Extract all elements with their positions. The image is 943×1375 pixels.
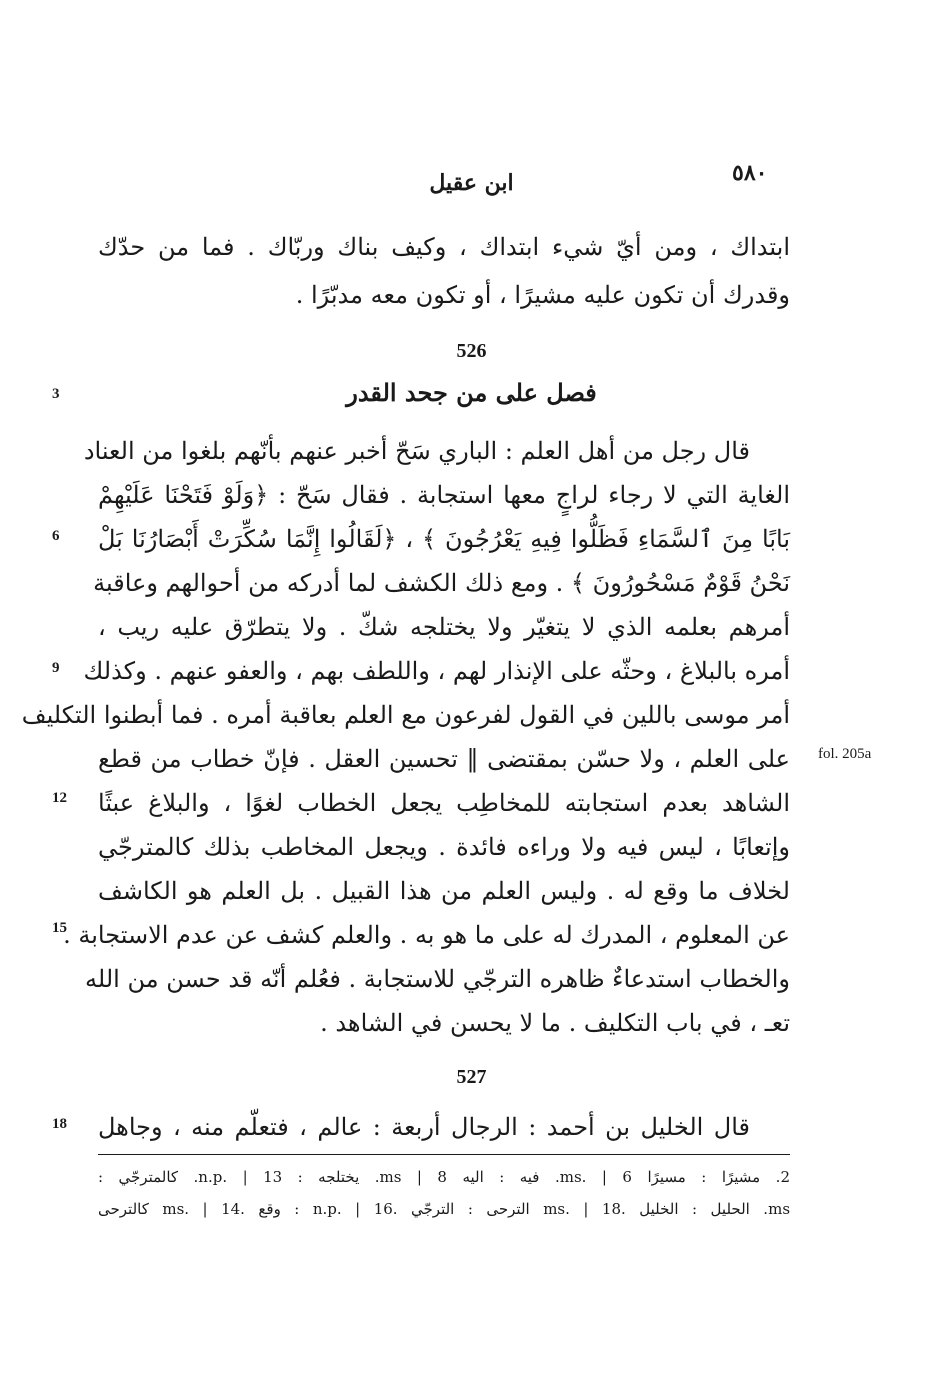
line-number: 18 xyxy=(52,1116,67,1132)
text-line: أمره بالبلاغ ، وحثّه على الإنذار لهم ، واللطف بهم ، والعفو عنهم . وكذلك xyxy=(83,657,790,685)
text-line: الغاية التي لا رجاء لراجٍ معها استجابة . فقال سَحّ : ﴿وَلَوْ فَتَحْنَا عَلَيْهِمْ xyxy=(98,481,790,509)
text-line: لخلاف ما وقع له . وليس العلم من هذا القبيل . بل العلم هو الكاشف xyxy=(98,877,790,905)
text-line: وقدرك أن تكون عليه مشيرًا ، أو تكون معه مدبّرًا . xyxy=(295,281,790,309)
text-line: عن المعلوم ، المدرك له على ما هو به . والعلم كشف عن عدم الاستجابة . xyxy=(63,921,790,949)
section-title: فصل على من جحد القدر xyxy=(346,378,597,407)
text-line: نَحْنُ قَوْمٌ مَسْحُورُونَ ﴾ . ومع ذلك الكشف لما أدركه من أحوالهم وعاقبة xyxy=(93,569,790,597)
text-line: والخطاب استدعاءٌ ظاهره الترجّي للاستجابة . فعُلم أنّه قد حسن من الله xyxy=(85,965,790,993)
text-line: بَابًا مِنَ ٱلسَّمَاءِ فَظَلُّوا فِيهِ يَعْرُجُونَ ﴾ ، ﴿لَقَالُوا إِنَّمَا سُكِّرَتْ أَبْصَارُنَا بَلْ xyxy=(98,525,790,553)
text-line: قال رجل من أهل العلم : الباري سَحّ أخبر عنهم بأنّهم بلغوا من العناد xyxy=(83,437,750,465)
text-line: أمر موسى باللين في القول لفرعون مع العلم بعاقبة أمره . فما أبطنوا التكليف xyxy=(21,701,790,729)
text-line: تعـ ، في باب التكليف . ما لا يحسن في الشاهد . xyxy=(320,1009,790,1037)
line-number: 15 xyxy=(52,920,67,936)
text-line: قال الخليل بن أحمد : الرجال أربعة : عالم ، فتعلّم منه ، وجاهل xyxy=(98,1113,750,1141)
page-number: ٥٨٠ xyxy=(732,160,768,186)
section-number: 527 xyxy=(456,1066,487,1088)
line-number: 12 xyxy=(52,790,67,806)
section-number: 526 xyxy=(456,340,487,362)
text-line: وإتعابًا ، ليس فيه ولا وراءه فائدة . ويجعل المخاطب بذلك كالمترجّي xyxy=(98,833,790,861)
line-number: 6 xyxy=(52,528,60,544)
text-line: أمرهم بعلمه الذي لا يتغيّر ولا يختلجه شكّ . ولا يتطرّق عليه ريب ، xyxy=(98,613,790,641)
text-line: الشاهد بعدم استجابته للمخاطِب يجعل الخطاب لغوًا ، والبلاغ عبثًا xyxy=(98,789,790,817)
folio-margin-note: fol. 205a xyxy=(818,746,872,762)
line-number: 9 xyxy=(52,660,60,676)
footnote-line: 2. مشيرًا : مسيرًا ms. | 6. فيه : اليه ms | 8. يختلجه : n.p. | 13. كالمترجّي : xyxy=(98,1168,790,1186)
line-number: 3 xyxy=(52,386,60,402)
text-line: ابتداك ، ومن أيّ شيء ابتداك ، وكيف بناك وربّاك . فما من حدّك xyxy=(98,233,790,261)
footnote-line: ms. الحليل : الخليل .18 | .ms الترحى : الترجّي .16 | .n.p : وقع .14 | .ms كالترحى xyxy=(98,1200,791,1218)
text-line: على العلم ، ولا حسّن بمقتضى ‖ تحسين العقل . فإنّ خطاب من قطع xyxy=(98,745,790,773)
running-head: ابن عقيل xyxy=(429,170,514,196)
footnote-rule xyxy=(98,1154,790,1155)
